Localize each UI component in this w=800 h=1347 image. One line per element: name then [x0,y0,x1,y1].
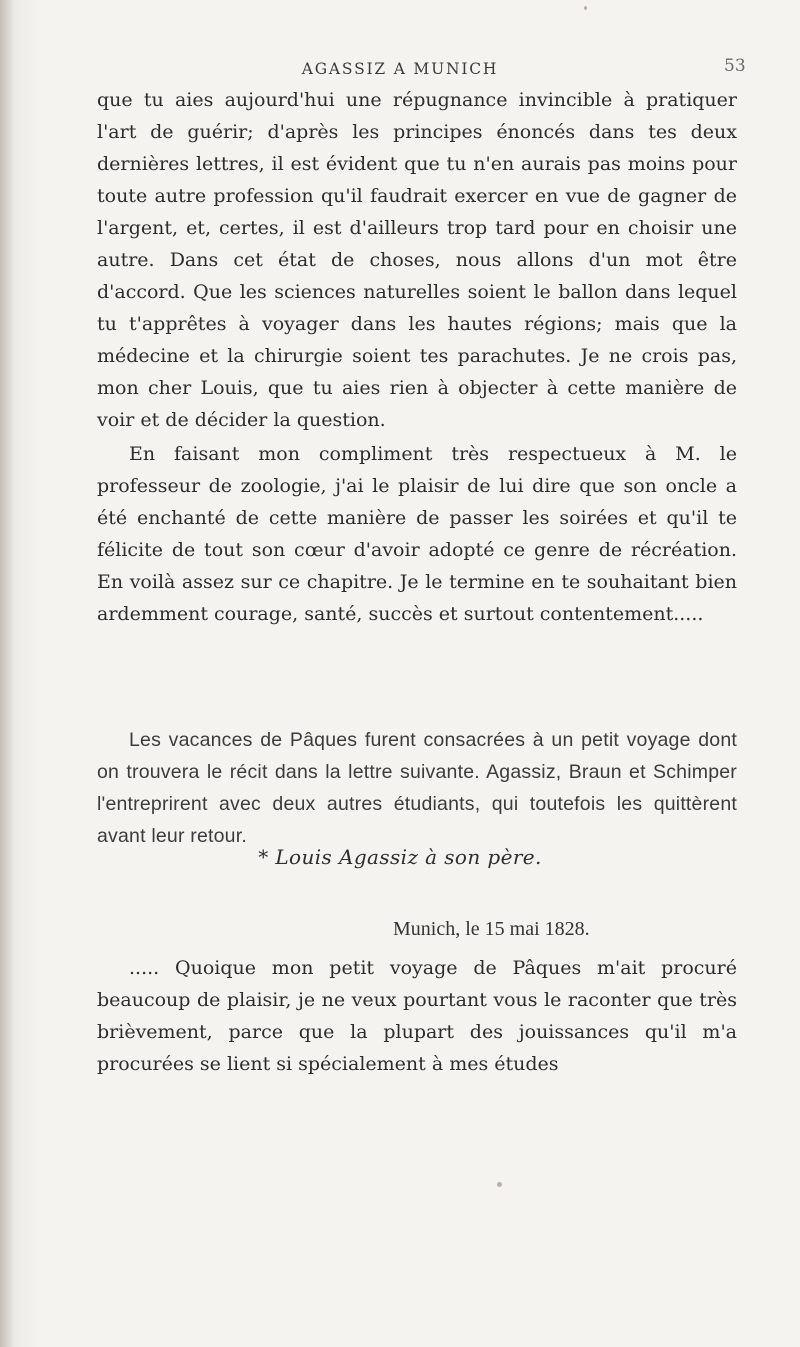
paragraph-continued: que tu aies aujourd'hui une répugnance invincible à pratiquer l'art de guérir; d'après les principes énoncés dans tes deux dernières lettres, il est évident que tu n'en aurais pas moins pour toute autre profession qu'il faudrait exercer en vue de gagner de l'argent, et, certes, il est d'ailleurs trop tard pour en choisir une autre. Dans cet état de choses, nous allons d'un mot être d'accord. Que les sciences naturelles soient le ballon dans lequel tu t'apprêtes à voyager dans les hautes régions; mais que la médecine et la chirurgie soient tes parachutes. Je ne crois pas, mon cher Louis, que tu aies rien à objecter à cette manière de voir et de décider la question. [97,89,737,431]
letter-dateline: Munich, le 15 mai 1828. [393,918,590,940]
running-header: AGASSIZ A MUNICH [301,60,499,78]
binding-shadow [0,0,14,1347]
paper-speck [584,6,587,10]
paragraph-letter-start: ..... Quoique mon petit voyage de Pâques m'ait procuré beaucoup de plaisir, je ne veux pourtant vous le raconter que très brièvement, parce que la plupart des jouissances qu'il m'a procurées se lient si spécialement à mes études [97,957,737,1075]
paper-speck [497,1182,502,1187]
letter-heading: * Louis Agassiz à son père. [258,845,542,869]
paragraph-narrative: Les vacances de Pâques furent consacrées à un petit voyage dont on trouvera le récit dans la lettre suivante. Agassiz, Braun et Schimper l'entreprirent avec deux autres étudiants, qui toutefois les quittèrent avant leur retour. [97,729,737,847]
paragraph-compliment: En faisant mon compliment très respectueux à M. le professeur de zoologie, j'ai le plaisir de lui dire que son oncle a été enchanté de cette manière de passer les soirées et qu'il te félicite de tout son cœur d'avoir adopté ce genre de récréation. En voilà assez sur ce chapitre. Je le termine en te souhaitant bien ardemment courage, santé, succès et surtout contentement..... [97,443,737,625]
page-number: 53 [724,56,746,76]
